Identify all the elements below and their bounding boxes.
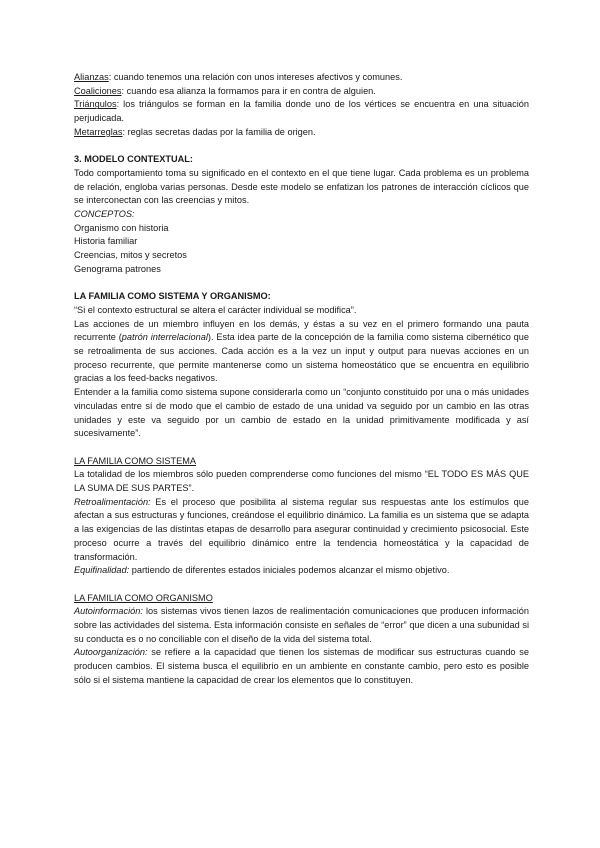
text-run: ). Esta idea parte de la concepción de la familia como sistema cibernético que se retroalimenta de sus acciones. Cada acción es a la vez un input y output para nuevas acciones en un proceso recurrente, que permite mantenerse como un sistema homeostático que se encuentra en equilibrio gracias a los feed-backs negativos. xyxy=(74,332,529,384)
section-title-modelo-contextual: 3. MODELO CONTEXTUAL: xyxy=(74,154,193,165)
paragraph-modelo-contextual: Todo comportamiento toma su significado en el contexto en el que tiene lugar. Cada problema es un problema de relación, engloba varias personas. Desde este modelo se enfatizan los patrones de interacción cíclicos que se interconectan con las creencias y mitos. xyxy=(74,167,529,206)
paragraph-autoinformacion xyxy=(74,605,529,646)
concept-item: Creencias, mitos y secretos xyxy=(74,250,187,261)
text-run: los sistemas vivos tienen lazos de realimentación comunicaciones que producen información sobre las actividades del sistema. Esta información consiste en señales de “error” que dicen a una subunidad si su conducta es o no conciliable con el diseño de la vida del sistema total. xyxy=(74,606,529,644)
section-title-familia-organismo: LA FAMILIA COMO ORGANISMO xyxy=(74,592,213,603)
definition-triangulos xyxy=(74,98,529,125)
definition-term: Alianzas xyxy=(74,72,109,82)
definition-metarreglas xyxy=(74,126,529,140)
term-retroalimentacion: Retroalimentación: xyxy=(74,496,151,507)
definition-text: : reglas secretas dadas por la familia de origen. xyxy=(122,126,316,137)
definition-text: : cuando esa alianza la formamos para ir en contra de alguien. xyxy=(121,85,376,96)
concept-item: Organismo con historia xyxy=(74,222,169,233)
paragraph-equifinalidad xyxy=(74,564,529,578)
concepts-label: CONCEPTOS: xyxy=(74,209,135,220)
definition-text: : los triángulos se forman en la familia donde uno de los vértices se encuentra en una situación perjudicada. xyxy=(74,99,529,124)
definition-text: : cuando tenemos una relación con unos intereses afectivos y comunes. xyxy=(108,72,403,82)
definition-term: Metarreglas xyxy=(74,126,123,137)
concept-item: Historia familiar xyxy=(74,236,138,247)
text-run: partiendo de diferentes estados iniciales podemos alcanzar el mismo objetivo. xyxy=(129,565,450,576)
text-run: Las acciones de un miembro influyen en los demás, y éstas a su vez en el primero formando una pauta recurrente ( xyxy=(74,318,529,343)
definition-coaliciones xyxy=(74,85,529,99)
quote: “Si el contexto estructural se altera el carácter individual se modifica”. xyxy=(74,304,357,315)
definition-alianzas xyxy=(74,71,529,85)
paragraph-entender: Entender a la familia como sistema supone considerarla como un “conjunto constituido por una o más unidades vinculadas entre sí de modo que el cambio de estado de una unidad va seguido por un cambio en las otras unidades y este va seguido por un cambio de estado en la unidad primitivamente modificada y así sucesivamente”. xyxy=(74,387,529,439)
paragraph-retroalimentacion xyxy=(74,496,529,565)
text-run: Es el proceso que posibilita al sistema regular sus respuestas ante los estímulos que afectan a sus estructuras y funciones, creándose el equilibrio dinámico. La familia es un sistema que se adapta a las exigencias de las distintas etapas de desarrollo para asegurar continuidad y crecimiento psicosocial. Este proceso ocurre a través del equilibrio dinámico entre la tendencia homeostática y la capacidad de transformación. xyxy=(74,496,529,562)
paragraph-autoorganizacion xyxy=(74,646,529,687)
concept-item: Genograma patrones xyxy=(74,263,161,274)
section-title-sistema-y-organismo: LA FAMILIA COMO SISTEMA Y ORGANISMO: xyxy=(74,291,271,302)
document-page xyxy=(74,71,529,688)
text-run-italic: patrón interrelacional xyxy=(121,332,208,343)
definition-term: Triángulos xyxy=(74,99,117,110)
text-run: se refiere a la capacidad que tienen los sistemas de modificar sus estructuras cuando se producen cambios. El sistema busca el equilibrio en un ambiente en constante cambio, pero esto es posible sólo si el sistema mantiene la capacidad de crear los elementos que lo constituyen. xyxy=(74,647,529,685)
definition-term: Coaliciones xyxy=(74,85,122,96)
paragraph-acciones xyxy=(74,318,529,387)
section-title-familia-sistema: LA FAMILIA COMO SISTEMA xyxy=(74,455,197,466)
paragraph-totalidad: La totalidad de los miembros sólo pueden comprenderse como funciones del mismo “EL TODO ES MÁS QUE LA SUMA DE SUS PARTES”. xyxy=(74,469,529,494)
term-autoorganizacion: Autoorganización: xyxy=(74,647,148,658)
term-equifinalidad: Equifinalidad: xyxy=(74,565,130,576)
term-autoinformacion: Autoinformación: xyxy=(74,606,143,617)
